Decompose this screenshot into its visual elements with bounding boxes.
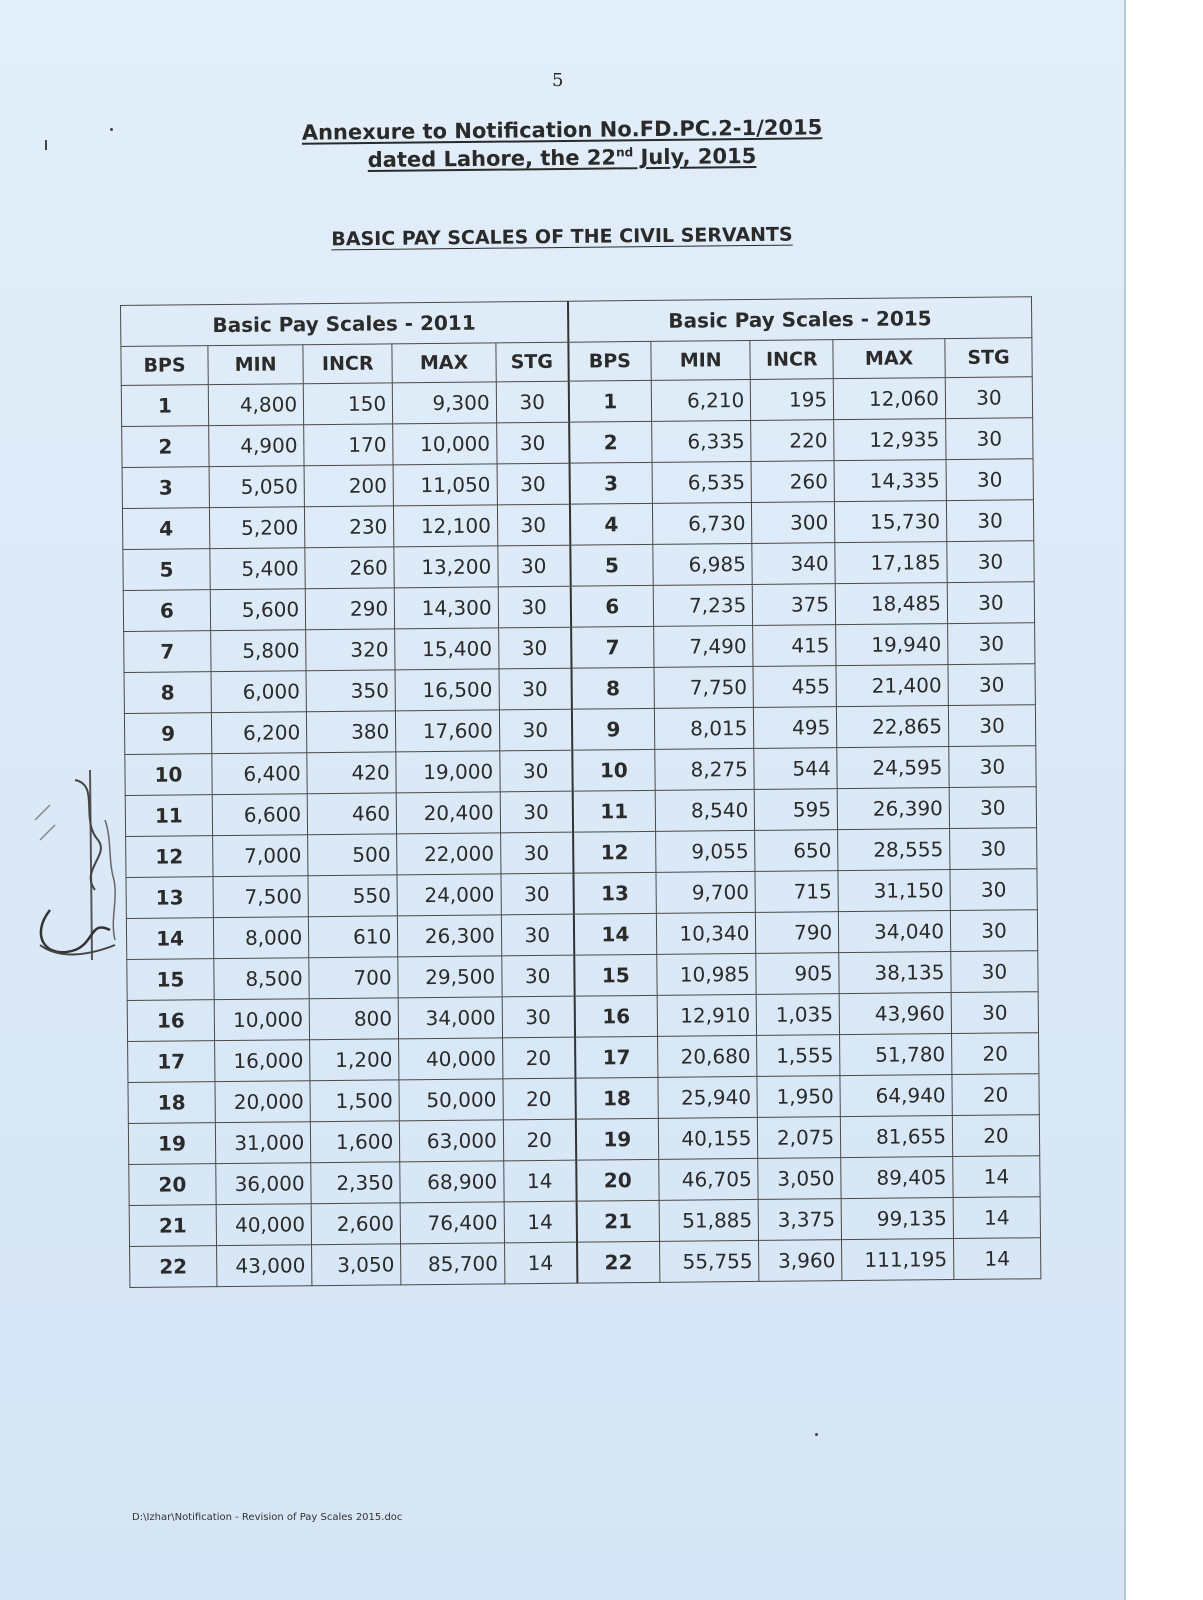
cell-bps-2015: 15: [574, 954, 657, 996]
cell-incr-2015: 260: [751, 461, 834, 503]
cell-incr-2011: 1,500: [310, 1080, 399, 1122]
cell-incr-2011: 700: [309, 957, 398, 999]
cell-incr-2011: 500: [308, 834, 397, 876]
cell-min-2015: 7,235: [653, 584, 753, 626]
cell-max-2015: 12,935: [834, 419, 946, 461]
cell-max-2011: 9,300: [392, 382, 496, 424]
cell-stg-2015: 30: [945, 377, 1032, 419]
cell-incr-2011: 260: [305, 547, 394, 589]
cell-stg-2011: 30: [501, 914, 574, 956]
cell-min-2015: 7,750: [654, 666, 754, 708]
cell-bps-2015: 18: [575, 1077, 658, 1119]
cell-min-2015: 8,015: [654, 707, 754, 749]
cell-min-2011: 6,000: [211, 671, 307, 713]
cell-bps-2011: 13: [126, 877, 213, 919]
footer-file-path: D:\Izhar\Notification - Revision of Pay Scales 2015.doc: [132, 1512, 403, 1523]
cell-incr-2015: 340: [752, 543, 835, 585]
cell-bps-2015: 12: [573, 831, 656, 873]
cell-incr-2015: 3,960: [759, 1240, 842, 1282]
cell-incr-2015: 905: [756, 953, 839, 995]
cell-max-2015: 111,195: [842, 1239, 954, 1281]
cell-max-2015: 19,940: [836, 624, 948, 666]
cell-bps-2015: 10: [572, 749, 655, 791]
annexure-title: Annexure to Notification No.FD.PC.2-1/2015: [301, 115, 823, 145]
cell-incr-2011: 170: [304, 424, 393, 466]
cell-incr-2011: 1,200: [310, 1039, 399, 1081]
cell-min-2015: 10,985: [657, 953, 757, 995]
cell-max-2015: 22,865: [837, 706, 949, 748]
cell-stg-2011: 30: [497, 504, 570, 546]
cell-min-2011: 5,600: [210, 589, 306, 631]
cell-bps-2011: 1: [121, 385, 208, 427]
document-heading: BASIC PAY SCALES OF THE CIVIL SERVANTS: [331, 223, 793, 251]
cell-stg-2015: 14: [953, 1197, 1040, 1239]
cell-bps-2011: 9: [124, 713, 211, 755]
cell-max-2011: 22,000: [397, 833, 501, 875]
cell-max-2011: 50,000: [399, 1079, 503, 1121]
column-header-max: MAX: [392, 343, 496, 383]
cell-bps-2011: 20: [129, 1164, 216, 1206]
cell-stg-2011: 30: [498, 545, 571, 587]
cell-incr-2011: 200: [304, 465, 393, 507]
cell-min-2011: 5,200: [209, 507, 305, 549]
cell-max-2015: 43,960: [839, 993, 951, 1035]
cell-stg-2015: 20: [952, 1115, 1039, 1157]
cell-min-2015: 6,730: [652, 502, 752, 544]
cell-min-2011: 10,000: [214, 999, 310, 1041]
cell-stg-2011: 30: [500, 791, 573, 833]
cell-min-2015: 9,700: [656, 871, 756, 913]
cell-min-2015: 6,535: [652, 461, 752, 503]
cell-stg-2015: 30: [946, 500, 1033, 542]
cell-stg-2011: 20: [502, 1037, 575, 1079]
cell-bps-2015: 13: [573, 872, 656, 914]
cell-max-2015: 17,185: [835, 542, 947, 584]
cell-max-2015: 38,135: [839, 952, 951, 994]
cell-min-2011: 31,000: [215, 1122, 311, 1164]
cell-bps-2015: 14: [574, 913, 657, 955]
cell-bps-2011: 14: [126, 918, 213, 960]
cell-incr-2015: 300: [752, 502, 835, 544]
cell-incr-2011: 550: [308, 875, 397, 917]
date-ordinal: nd: [615, 145, 634, 160]
cell-stg-2011: 30: [497, 463, 570, 505]
cell-incr-2011: 2,600: [311, 1203, 400, 1245]
cell-min-2011: 8,500: [214, 958, 310, 1000]
cell-bps-2011: 4: [122, 508, 209, 550]
cell-incr-2011: 420: [307, 752, 396, 794]
pay-scales-table: [120, 296, 1041, 1288]
cell-max-2011: 34,000: [398, 997, 502, 1039]
cell-max-2011: 29,500: [398, 956, 502, 998]
cell-bps-2011: 3: [122, 467, 209, 509]
cell-stg-2015: 20: [952, 1074, 1039, 1116]
cell-min-2015: 25,940: [658, 1076, 758, 1118]
cell-max-2015: 24,595: [837, 747, 949, 789]
cell-max-2015: 26,390: [837, 788, 949, 830]
cell-max-2011: 68,900: [400, 1161, 504, 1203]
cell-stg-2011: 14: [503, 1160, 576, 1202]
cell-max-2011: 11,050: [393, 464, 497, 506]
cell-stg-2011: 14: [504, 1201, 577, 1243]
cell-stg-2011: 30: [501, 955, 574, 997]
cell-stg-2015: 30: [950, 828, 1037, 870]
cell-bps-2015: 19: [576, 1118, 659, 1160]
cell-bps-2011: 12: [126, 836, 213, 878]
cell-min-2011: 6,600: [212, 794, 308, 836]
cell-incr-2015: 2,075: [758, 1117, 841, 1159]
cell-stg-2015: 30: [948, 705, 1035, 747]
date-suffix: July, 2015: [633, 143, 757, 170]
cell-bps-2015: 6: [570, 585, 653, 627]
group-header-2011: Basic Pay Scales - 2011: [121, 301, 569, 346]
cell-stg-2011: 20: [503, 1119, 576, 1161]
cell-max-2015: 34,040: [839, 911, 951, 953]
cell-bps-2015: 4: [570, 503, 653, 545]
cell-max-2011: 16,500: [395, 669, 499, 711]
column-header-bps: BPS: [121, 346, 208, 386]
cell-stg-2015: 30: [947, 541, 1034, 583]
cell-bps-2015: 3: [569, 462, 652, 504]
cell-stg-2011: 30: [501, 873, 574, 915]
cell-bps-2015: 17: [575, 1036, 658, 1078]
cell-incr-2011: 3,050: [312, 1244, 401, 1286]
cell-stg-2015: 30: [950, 869, 1037, 911]
pay-table-body: [121, 377, 1041, 1288]
pay-scales-table-container: [120, 296, 1041, 1288]
cell-incr-2015: 195: [751, 379, 834, 421]
column-header-bps: BPS: [568, 341, 651, 381]
cell-bps-2015: 9: [572, 708, 655, 750]
cell-stg-2011: 30: [496, 381, 569, 423]
cell-max-2011: 63,000: [400, 1120, 504, 1162]
cell-incr-2011: 610: [309, 916, 398, 958]
cell-incr-2011: 2,350: [311, 1162, 400, 1204]
cell-bps-2015: 22: [577, 1241, 660, 1283]
cell-incr-2015: 715: [755, 871, 838, 913]
column-header-min: MIN: [651, 340, 751, 380]
cell-bps-2015: 5: [570, 544, 653, 586]
cell-max-2011: 24,000: [397, 874, 501, 916]
cell-max-2011: 76,400: [400, 1202, 504, 1244]
cell-min-2015: 51,885: [659, 1199, 759, 1241]
cell-bps-2011: 16: [127, 1000, 214, 1042]
cell-min-2015: 6,335: [652, 420, 752, 462]
column-header-incr: INCR: [750, 340, 833, 380]
cell-bps-2015: 21: [576, 1200, 659, 1242]
cell-min-2015: 20,680: [658, 1035, 758, 1077]
cell-stg-2011: 30: [498, 586, 571, 628]
cell-max-2011: 14,300: [394, 587, 498, 629]
cell-min-2015: 6,210: [651, 379, 751, 421]
cell-stg-2015: 30: [949, 787, 1036, 829]
cell-bps-2015: 16: [574, 995, 657, 1037]
cell-incr-2015: 375: [753, 584, 836, 626]
cell-max-2011: 26,300: [398, 915, 502, 957]
cell-max-2015: 28,555: [838, 829, 950, 871]
cell-bps-2011: 15: [127, 959, 214, 1001]
cell-bps-2011: 2: [122, 426, 209, 468]
page-number: 5: [552, 70, 564, 91]
cell-stg-2011: 30: [496, 422, 569, 464]
cell-bps-2011: 19: [128, 1123, 215, 1165]
cell-max-2011: 85,700: [401, 1243, 505, 1285]
cell-max-2015: 64,940: [840, 1075, 952, 1117]
cell-incr-2015: 415: [753, 625, 836, 667]
cell-min-2015: 9,055: [656, 830, 756, 872]
cell-stg-2015: 30: [946, 459, 1033, 501]
cell-stg-2011: 14: [504, 1242, 577, 1284]
cell-incr-2015: 650: [755, 830, 838, 872]
cell-min-2011: 5,800: [211, 630, 307, 672]
signature-icon: [20, 760, 120, 980]
cell-min-2015: 55,755: [659, 1240, 759, 1282]
cell-incr-2011: 290: [305, 588, 394, 630]
cell-max-2011: 40,000: [399, 1038, 503, 1080]
cell-bps-2011: 7: [124, 631, 211, 673]
column-header-max: MAX: [833, 339, 945, 379]
cell-bps-2015: 2: [569, 421, 652, 463]
cell-incr-2011: 800: [309, 998, 398, 1040]
cell-stg-2011: 30: [499, 668, 572, 710]
cell-incr-2015: 495: [754, 707, 837, 749]
cell-stg-2015: 14: [953, 1238, 1040, 1280]
cell-min-2015: 10,340: [656, 912, 756, 954]
cell-min-2011: 7,500: [213, 876, 309, 918]
cell-incr-2015: 3,050: [758, 1158, 841, 1200]
cell-incr-2011: 380: [307, 711, 396, 753]
cell-max-2015: 31,150: [838, 870, 950, 912]
cell-bps-2011: 17: [128, 1041, 215, 1083]
cell-min-2011: 7,000: [213, 835, 309, 877]
column-header-incr: INCR: [303, 344, 392, 384]
cell-bps-2015: 11: [572, 790, 655, 832]
cell-incr-2015: 1,950: [757, 1076, 840, 1118]
cell-stg-2011: 30: [498, 627, 571, 669]
cell-max-2015: 99,135: [841, 1198, 953, 1240]
cell-max-2011: 10,000: [393, 423, 497, 465]
cell-min-2011: 16,000: [215, 1040, 311, 1082]
cell-min-2011: 6,200: [211, 712, 307, 754]
cell-stg-2011: 30: [500, 750, 573, 792]
cell-min-2015: 6,985: [653, 543, 753, 585]
cell-bps-2011: 21: [129, 1205, 216, 1247]
cell-bps-2011: 10: [125, 754, 212, 796]
cell-incr-2011: 230: [305, 506, 394, 548]
column-header-stg: STG: [496, 342, 569, 382]
cell-incr-2011: 1,600: [311, 1121, 400, 1163]
cell-bps-2011: 22: [130, 1246, 217, 1288]
cell-min-2011: 20,000: [215, 1081, 311, 1123]
cell-max-2015: 18,485: [835, 583, 947, 625]
cell-bps-2015: 1: [568, 380, 651, 422]
table-row: [130, 1238, 1041, 1288]
cell-max-2015: 12,060: [833, 378, 945, 420]
cell-max-2015: 21,400: [836, 665, 948, 707]
cell-max-2015: 51,780: [840, 1034, 952, 1076]
cell-max-2011: 13,200: [394, 546, 498, 588]
cell-min-2015: 7,490: [654, 625, 754, 667]
cell-max-2011: 15,400: [395, 628, 499, 670]
cell-max-2011: 12,100: [394, 505, 498, 547]
cell-min-2015: 46,705: [659, 1158, 759, 1200]
cell-stg-2015: 30: [948, 623, 1035, 665]
scan-speck: [815, 1433, 818, 1436]
cell-min-2011: 4,900: [209, 425, 305, 467]
cell-max-2011: 19,000: [396, 751, 500, 793]
cell-max-2011: 17,600: [396, 710, 500, 752]
cell-min-2011: 4,800: [208, 384, 304, 426]
cell-min-2015: 8,275: [655, 748, 755, 790]
cell-incr-2015: 3,375: [758, 1199, 841, 1241]
cell-min-2011: 36,000: [216, 1163, 312, 1205]
cell-stg-2015: 30: [949, 746, 1036, 788]
cell-incr-2015: 1,035: [757, 994, 840, 1036]
scan-speck: [110, 128, 113, 131]
cell-incr-2011: 320: [306, 629, 395, 671]
cell-stg-2015: 30: [946, 418, 1033, 460]
cell-stg-2015: 20: [952, 1033, 1039, 1075]
cell-min-2011: 6,400: [212, 753, 308, 795]
cell-incr-2015: 455: [753, 666, 836, 708]
cell-stg-2015: 30: [951, 951, 1038, 993]
cell-incr-2011: 150: [303, 383, 392, 425]
cell-stg-2015: 14: [953, 1156, 1040, 1198]
cell-stg-2011: 30: [499, 709, 572, 751]
cell-bps-2011: 8: [124, 672, 211, 714]
cell-bps-2011: 18: [128, 1082, 215, 1124]
cell-min-2015: 12,910: [657, 994, 757, 1036]
date-prefix: dated Lahore, the 22: [367, 145, 617, 173]
cell-max-2015: 89,405: [841, 1157, 953, 1199]
group-header-2015: Basic Pay Scales - 2015: [568, 297, 1032, 342]
cell-stg-2011: 20: [503, 1078, 576, 1120]
cell-max-2015: 15,730: [835, 501, 947, 543]
cell-min-2011: 5,050: [209, 466, 305, 508]
cell-stg-2015: 30: [948, 664, 1035, 706]
cell-max-2011: 20,400: [396, 792, 500, 834]
cell-incr-2011: 460: [307, 793, 396, 835]
cell-stg-2015: 30: [950, 910, 1037, 952]
cell-incr-2015: 220: [751, 420, 834, 462]
cell-min-2011: 40,000: [216, 1204, 312, 1246]
cell-stg-2011: 30: [500, 832, 573, 874]
cell-bps-2015: 20: [576, 1159, 659, 1201]
scan-speck: [45, 140, 47, 150]
cell-incr-2011: 350: [306, 670, 395, 712]
cell-min-2011: 5,400: [210, 548, 306, 590]
cell-max-2015: 14,335: [834, 460, 946, 502]
cell-stg-2015: 30: [951, 992, 1038, 1034]
column-header-min: MIN: [208, 345, 304, 385]
cell-incr-2015: 1,555: [757, 1035, 840, 1077]
cell-incr-2015: 595: [755, 789, 838, 831]
cell-min-2015: 8,540: [655, 789, 755, 831]
cell-stg-2011: 30: [502, 996, 575, 1038]
cell-bps-2015: 8: [571, 667, 654, 709]
cell-bps-2011: 5: [123, 549, 210, 591]
cell-bps-2011: 11: [125, 795, 212, 837]
column-header-stg: STG: [945, 338, 1032, 378]
cell-incr-2015: 790: [756, 912, 839, 954]
cell-bps-2011: 6: [123, 590, 210, 632]
cell-min-2011: 43,000: [216, 1245, 312, 1287]
cell-stg-2015: 30: [947, 582, 1034, 624]
cell-incr-2015: 544: [754, 748, 837, 790]
cell-min-2015: 40,155: [658, 1117, 758, 1159]
cell-min-2011: 8,000: [213, 917, 309, 959]
cell-max-2015: 81,655: [840, 1116, 952, 1158]
cell-bps-2015: 7: [571, 626, 654, 668]
